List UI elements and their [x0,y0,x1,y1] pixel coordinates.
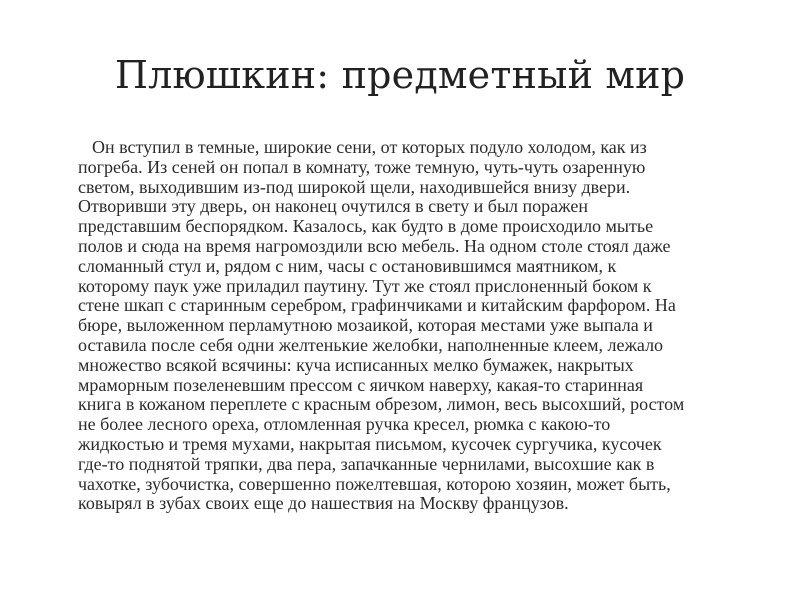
body-line: ковырял в зубах своих еще до нашествия на Москву французов. [78,493,569,514]
body-line: Он вступил в темные, широкие сени, от которых подуло холодом, как из [92,137,647,157]
body-line: полов и сюда на время нагромоздили всю мебель. На одном столе стоял даже [78,235,671,256]
body-line: которому паук уже приладил паутину. Тут же стоял прислоненный боком к [78,275,652,296]
body-line: чахотке, зубочистка, совершенно пожелтевшая, которою хозяин, может быть, [78,473,671,494]
body-line: книга в кожаном переплете с красным обрезом, лимон, весь высохший, ростом [78,394,685,415]
body-line: светом, выходившим из-под широкой щели, находившейся внизу двери. [78,176,631,197]
body-line: не более лесного ореха, отломленная ручка кресел, рюмка с какою-то [78,414,611,435]
body-line: погреба. Из сеней он попал в комнату, тоже темную, чуть-чуть озаренную [78,156,646,177]
body-line: Отворивши эту дверь, он наконец очутился в свету и был поражен [78,196,588,217]
body-line: множество всякой всячины: куча исписанных мелко бумажек, накрытых [78,354,634,375]
body-line: где-то поднятой тряпки, два пера, запачканные чернилами, высохшие как в [78,453,655,474]
slide-title: Плюшкин: предметный мир [114,53,686,97]
body-line: бюре, выложенном перламутною мозаикой, которая местами уже выпала и [78,315,653,336]
body-line: мраморным позеленевшим прессом с яичком наверху, какая-то старинная [78,374,644,395]
body-line: оставила после себя одни желтенькие желобки, наполненные клеем, лежало [78,334,664,355]
body-line: сломанный стул и, рядом с ним, часы с остановившимся маятником, к [78,255,617,276]
body-line: стене шкап с старинным серебром, графинчиками и китайским фарфором. На [78,295,676,316]
body-line: жидкостью и тремя мухами, накрытая письмом, кусочек сургучика, кусочек [78,433,662,454]
slide-body-text [78,138,728,514]
body-line: представшим беспорядком. Казалось, как будто в доме происходило мытье [78,216,654,237]
